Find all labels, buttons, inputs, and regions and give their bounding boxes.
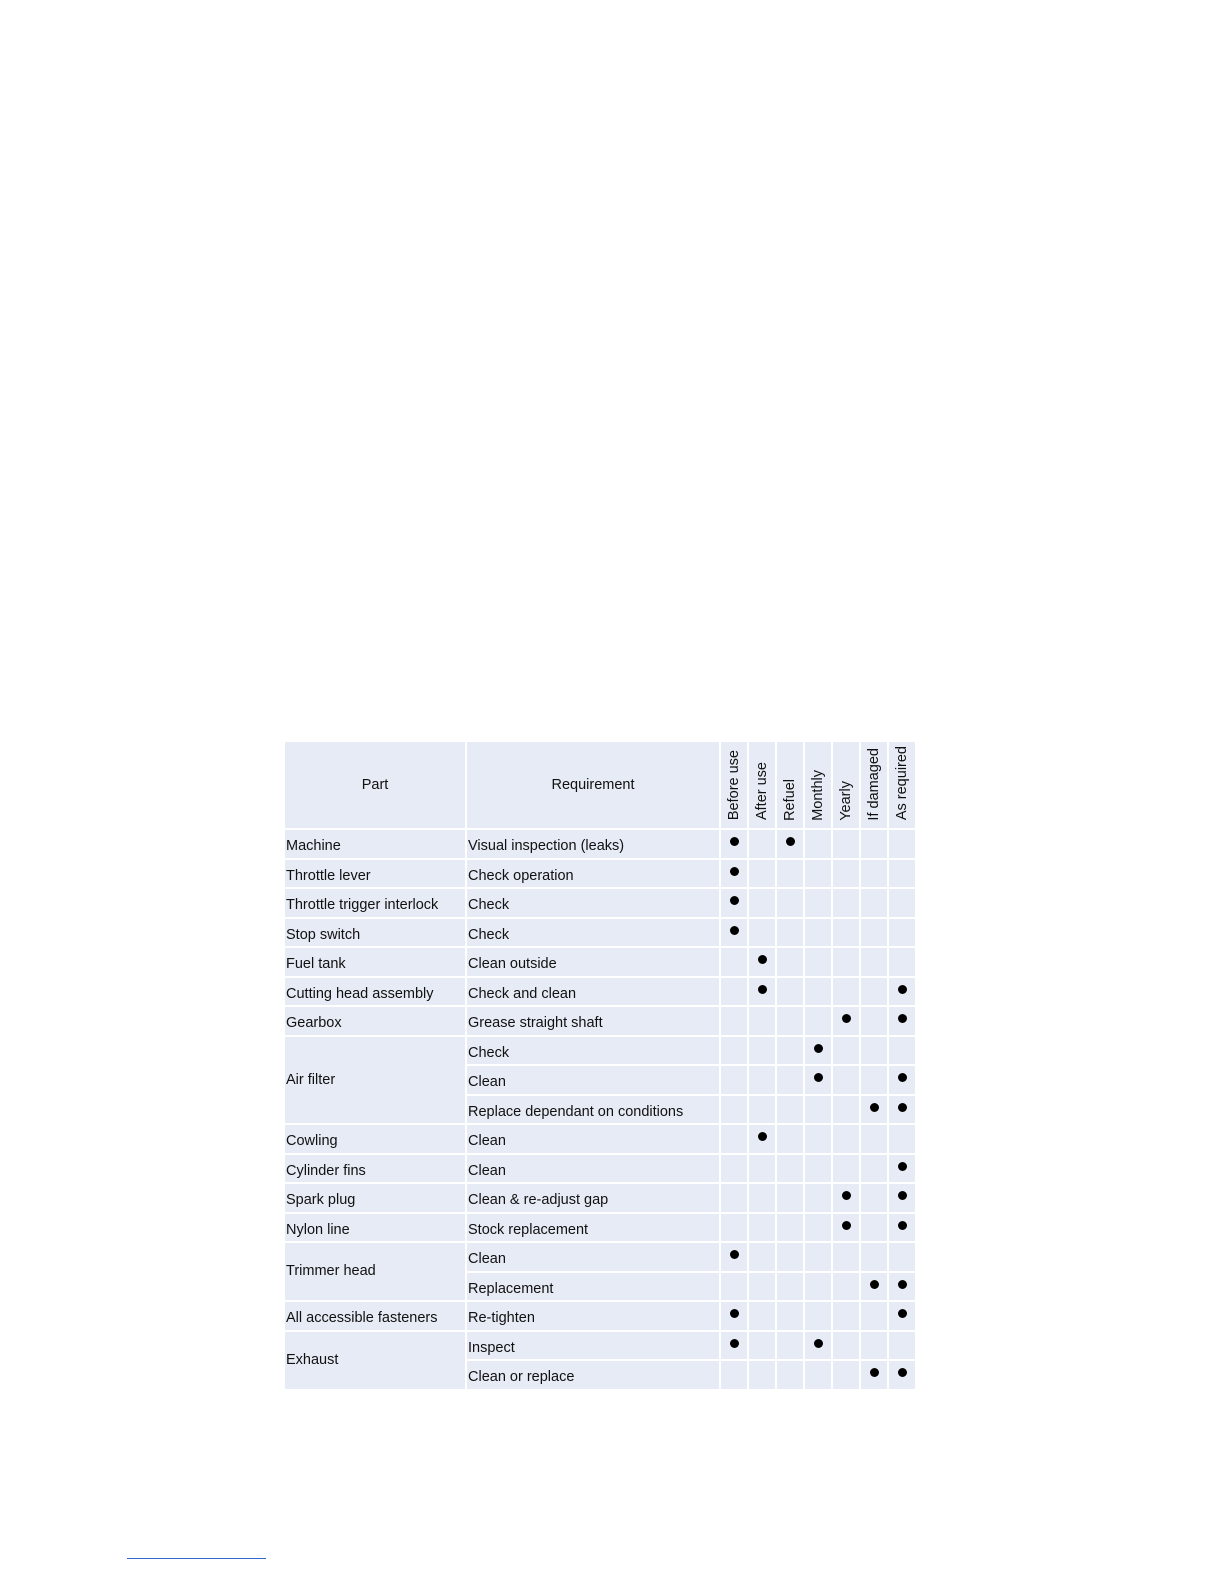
interval-cell [832,1360,860,1390]
requirement-cell: Replacement [466,1272,720,1302]
interval-cell [832,1036,860,1066]
interval-cell [720,1154,748,1184]
header-interval-label: Refuel [781,778,798,821]
interval-cell [804,977,832,1007]
bullet-mark-icon [898,1014,907,1023]
table-row [284,1183,916,1213]
interval-cell [888,1242,916,1272]
table-row [284,859,916,889]
interval-cell [720,829,748,859]
requirement-cell: Check operation [466,859,720,889]
maintenance-schedule [283,740,915,1391]
interval-cell [888,1095,916,1125]
interval-cell [748,1095,776,1125]
bullet-mark-icon [730,896,739,905]
interval-cell [832,859,860,889]
requirement-cell: Clean [466,1124,720,1154]
requirement-cell: Visual inspection (leaks) [466,829,720,859]
interval-cell [804,1124,832,1154]
maintenance-table [283,740,917,1391]
interval-cell [776,1331,804,1361]
interval-cell [748,1272,776,1302]
table-row [284,947,916,977]
interval-cell [888,888,916,918]
interval-cell [888,1154,916,1184]
interval-cell [720,1006,748,1036]
requirement-cell: Clean [466,1154,720,1184]
bullet-mark-icon [758,1132,767,1141]
table-row [284,1301,916,1331]
interval-cell [860,1213,888,1243]
interval-cell [720,1183,748,1213]
header-interval-after-use [748,741,776,829]
header-interval-if-damaged [860,741,888,829]
part-cell: Throttle lever [284,859,466,889]
requirement-cell: Re-tighten [466,1301,720,1331]
interval-cell [888,859,916,889]
header-interval-label: After use [753,762,770,821]
bullet-mark-icon [898,1191,907,1200]
bullet-mark-icon [898,1103,907,1112]
bullet-mark-icon [898,1221,907,1230]
requirement-cell: Clean outside [466,947,720,977]
interval-cell [888,947,916,977]
interval-cell [748,1331,776,1361]
interval-cell [888,1183,916,1213]
header-interval-label: If damaged [865,747,882,821]
interval-cell [888,1301,916,1331]
interval-cell [748,918,776,948]
interval-cell [720,1213,748,1243]
interval-cell [860,888,888,918]
interval-cell [832,1006,860,1036]
header-interval-before-use [720,741,748,829]
interval-cell [804,1183,832,1213]
header-interval-label: Before use [725,750,742,821]
interval-cell [748,1183,776,1213]
interval-cell [832,1301,860,1331]
requirement-cell: Check [466,1036,720,1066]
interval-cell [832,1154,860,1184]
interval-cell [804,918,832,948]
interval-cell [804,947,832,977]
interval-cell [832,977,860,1007]
interval-cell [860,1006,888,1036]
interval-cell [860,1242,888,1272]
interval-cell [860,977,888,1007]
requirement-cell: Clean or replace [466,1360,720,1390]
part-cell: Cylinder fins [284,1154,466,1184]
interval-cell [776,947,804,977]
interval-cell [748,1242,776,1272]
interval-cell [804,1036,832,1066]
requirement-cell: Grease straight shaft [466,1006,720,1036]
interval-cell [804,888,832,918]
interval-cell [748,1301,776,1331]
part-cell: Air filter [284,1036,466,1125]
bullet-mark-icon [898,1309,907,1318]
interval-cell [888,1213,916,1243]
bullet-mark-icon [814,1339,823,1348]
part-cell: Cowling [284,1124,466,1154]
table-row [284,1124,916,1154]
requirement-cell: Check [466,918,720,948]
interval-cell [832,1095,860,1125]
interval-cell [720,1331,748,1361]
part-cell: Stop switch [284,918,466,948]
interval-cell [776,1154,804,1184]
part-cell: All accessible fasteners [284,1301,466,1331]
interval-cell [832,1272,860,1302]
table-row [284,1154,916,1184]
header-interval-label: Yearly [837,780,854,821]
requirement-cell: Clean [466,1065,720,1095]
interval-cell [832,1065,860,1095]
interval-cell [776,1272,804,1302]
interval-cell [804,1360,832,1390]
table-row [284,1213,916,1243]
interval-cell [860,1183,888,1213]
header-interval-label: Monthly [809,769,826,821]
interval-cell [720,1301,748,1331]
interval-cell [860,1065,888,1095]
interval-cell [748,947,776,977]
bullet-mark-icon [814,1073,823,1082]
interval-cell [888,1331,916,1361]
bullet-mark-icon [730,1309,739,1318]
bullet-mark-icon [898,1073,907,1082]
interval-cell [748,1065,776,1095]
interval-cell [720,1065,748,1095]
interval-cell [776,1301,804,1331]
part-cell: Machine [284,829,466,859]
interval-cell [860,1154,888,1184]
bullet-mark-icon [898,1280,907,1289]
interval-cell [720,977,748,1007]
part-cell: Exhaust [284,1331,466,1390]
interval-cell [720,1360,748,1390]
interval-cell [888,1006,916,1036]
interval-cell [804,1213,832,1243]
interval-cell [776,1036,804,1066]
part-cell: Cutting head assembly [284,977,466,1007]
interval-cell [860,1272,888,1302]
table-row [284,888,916,918]
bullet-mark-icon [730,1339,739,1348]
bullet-mark-icon [730,837,739,846]
interval-cell [720,888,748,918]
header-interval-as-required [888,741,916,829]
interval-cell [832,1331,860,1361]
interval-cell [804,859,832,889]
interval-cell [860,1360,888,1390]
interval-cell [720,1242,748,1272]
bullet-mark-icon [898,1162,907,1171]
requirement-cell: Replace dependant on conditions [466,1095,720,1125]
interval-cell [860,1331,888,1361]
interval-cell [776,859,804,889]
interval-cell [748,1213,776,1243]
bullet-mark-icon [842,1191,851,1200]
part-cell: Throttle trigger interlock [284,888,466,918]
requirement-cell: Check and clean [466,977,720,1007]
part-cell: Nylon line [284,1213,466,1243]
interval-cell [776,1242,804,1272]
interval-cell [804,1242,832,1272]
footnote-separator [127,1558,266,1559]
bullet-mark-icon [786,837,795,846]
interval-cell [804,1331,832,1361]
interval-cell [888,1360,916,1390]
bullet-mark-icon [730,867,739,876]
interval-cell [748,1036,776,1066]
header-interval-refuel [776,741,804,829]
interval-cell [888,1036,916,1066]
requirement-cell: Clean [466,1242,720,1272]
bullet-mark-icon [730,926,739,935]
interval-cell [860,1036,888,1066]
interval-cell [748,1124,776,1154]
header-requirement: Requirement [466,741,720,829]
interval-cell [720,1124,748,1154]
interval-cell [888,1124,916,1154]
header-interval-yearly [832,741,860,829]
interval-cell [860,947,888,977]
table-body [284,829,916,1390]
table-row [284,1331,916,1361]
interval-cell [888,918,916,948]
interval-cell [720,1095,748,1125]
interval-cell [888,1272,916,1302]
part-cell: Gearbox [284,1006,466,1036]
interval-cell [748,829,776,859]
interval-cell [888,1065,916,1095]
interval-cell [776,1213,804,1243]
interval-cell [776,1183,804,1213]
interval-cell [720,1272,748,1302]
interval-cell [720,918,748,948]
interval-cell [860,918,888,948]
requirement-cell: Inspect [466,1331,720,1361]
requirement-cell: Check [466,888,720,918]
part-cell: Trimmer head [284,1242,466,1301]
interval-cell [804,1065,832,1095]
table-row [284,918,916,948]
interval-cell [860,859,888,889]
bullet-mark-icon [898,1368,907,1377]
bullet-mark-icon [870,1103,879,1112]
requirement-cell: Stock replacement [466,1213,720,1243]
interval-cell [748,859,776,889]
interval-cell [776,977,804,1007]
interval-cell [832,1183,860,1213]
interval-cell [804,1006,832,1036]
table-row [284,829,916,859]
interval-cell [832,947,860,977]
interval-cell [776,1095,804,1125]
interval-cell [776,1360,804,1390]
interval-cell [776,1124,804,1154]
interval-cell [888,977,916,1007]
bullet-mark-icon [898,985,907,994]
interval-cell [804,829,832,859]
interval-cell [860,1095,888,1125]
interval-cell [748,1154,776,1184]
bullet-mark-icon [842,1221,851,1230]
interval-cell [748,888,776,918]
table-row [284,1036,916,1066]
interval-cell [860,829,888,859]
table-row [284,1006,916,1036]
interval-cell [720,859,748,889]
part-cell: Spark plug [284,1183,466,1213]
interval-cell [804,1154,832,1184]
header-part: Part [284,741,466,829]
requirement-cell: Clean & re-adjust gap [466,1183,720,1213]
interval-cell [776,918,804,948]
interval-cell [776,888,804,918]
interval-cell [832,888,860,918]
part-cell: Fuel tank [284,947,466,977]
interval-cell [832,829,860,859]
header-interval-monthly [804,741,832,829]
interval-cell [832,918,860,948]
interval-cell [776,1065,804,1095]
bullet-mark-icon [842,1014,851,1023]
table-row [284,977,916,1007]
interval-cell [804,1095,832,1125]
interval-cell [720,1036,748,1066]
interval-cell [888,829,916,859]
interval-cell [748,1360,776,1390]
interval-cell [804,1272,832,1302]
interval-cell [832,1213,860,1243]
interval-cell [748,977,776,1007]
interval-cell [860,1301,888,1331]
bullet-mark-icon [870,1280,879,1289]
interval-cell [832,1124,860,1154]
interval-cell [748,1006,776,1036]
interval-cell [776,829,804,859]
table-row [284,1242,916,1272]
bullet-mark-icon [870,1368,879,1377]
bullet-mark-icon [730,1250,739,1259]
interval-cell [776,1006,804,1036]
interval-cell [832,1242,860,1272]
header-row [284,741,916,829]
interval-cell [860,1124,888,1154]
header-interval-label: As required [893,746,910,821]
bullet-mark-icon [758,985,767,994]
interval-cell [720,947,748,977]
interval-cell [804,1301,832,1331]
bullet-mark-icon [758,955,767,964]
bullet-mark-icon [814,1044,823,1053]
